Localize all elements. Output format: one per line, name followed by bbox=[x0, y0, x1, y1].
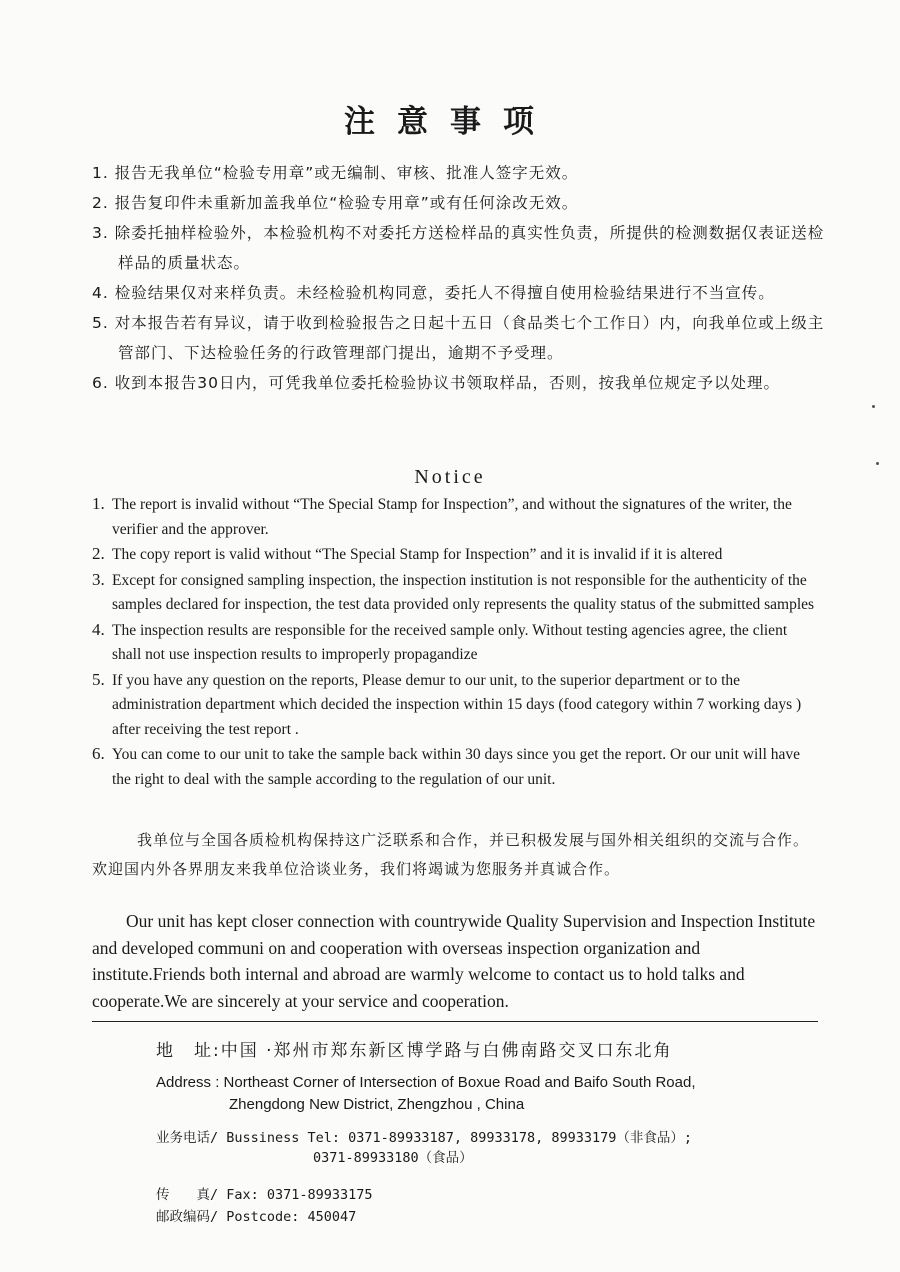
item-number: 5. bbox=[92, 669, 105, 689]
en-notice-list bbox=[92, 492, 817, 792]
tel-line-2: 0371-89933180（食品） bbox=[313, 1150, 473, 1166]
item-number: 3. bbox=[92, 569, 105, 589]
cn-notice-item-3: 3. 除委托抽样检验外，本检验机构不对委托方送检样品的真实性负责，所提供的检测数据仅表证送检样品的质量状态。 bbox=[92, 224, 825, 272]
page-title-cn: 注意事项 bbox=[344, 104, 556, 140]
cn-notice-item-2: 2. 报告复印件未重新加盖我单位“检验专用章”或有任何涂改无效。 bbox=[92, 194, 579, 212]
footer-divider bbox=[92, 1021, 818, 1022]
cn-cooperation-paragraph: 我单位与全国各质检机构保持这广泛联系和合作，并已积极发展与国外相关组织的交流与合作。欢迎国内外各界朋友来我单位洽谈业务，我们将竭诚为您服务并真诚合作。 bbox=[92, 831, 810, 878]
contact-footer bbox=[156, 1036, 816, 1228]
tel-line-1: 业务电话/ Bussiness Tel: 0371-89933187, 89933178, 89933179（非食品）; bbox=[156, 1130, 693, 1146]
address-en-line-1: Address : Northeast Corner of Intersection of Boxue Road and Baifo South Road, bbox=[156, 1074, 696, 1091]
cn-notice-item-5: 5. 对本报告若有异议，请于收到检验报告之日起十五日（食品类七个工作日）内，向我单位或上级主管部门、下达检验任务的行政管理部门提出，逾期不予受理。 bbox=[92, 314, 825, 362]
item-text: The copy report is valid without “The Special Stamp for Inspection” and it is invalid if it is altered bbox=[112, 546, 723, 563]
cn-notice-item-6: 6. 收到本报告30日内，可凭我单位委托检验协议书领取样品，否则，按我单位规定予以处理。 bbox=[92, 374, 780, 392]
en-notice-item-6 bbox=[92, 742, 817, 792]
cn-notice-list bbox=[92, 158, 832, 398]
en-notice-item-5 bbox=[92, 668, 817, 743]
address-cn: 地 址:中国 ·郑州市郑东新区博学路与白佛南路交叉口东北角 bbox=[156, 1041, 673, 1061]
item-text: Except for consigned sampling inspection, the inspection institution is not responsible for the authenticity of the samples declared for inspection, the test data provided only represents the quality status of the submitted samples bbox=[112, 571, 815, 613]
en-notice-item-4 bbox=[92, 618, 817, 668]
paper-speck bbox=[872, 405, 875, 408]
fax: 传 真/ Fax: 0371-89933175 bbox=[156, 1187, 373, 1203]
paper-speck bbox=[876, 462, 879, 465]
item-text: The report is invalid without “The Special Stamp for Inspection”, and without the signatures of the writer, the verifier and the approver. bbox=[112, 496, 792, 538]
address-en bbox=[156, 1072, 816, 1116]
cn-notice-item-4: 4. 检验结果仅对来样负责。未经检验机构同意，委托人不得擅自使用检验结果进行不当宣传。 bbox=[92, 284, 775, 302]
notice-title-en: Notice bbox=[414, 466, 486, 488]
item-number: 2. bbox=[92, 544, 105, 563]
item-text: If you have any question on the reports, Please demur to our unit, to the superior department or to the administration department which decided the inspection within 15 days (food category within 7 working days ) after receiving the test report . bbox=[112, 671, 802, 738]
business-tel bbox=[156, 1128, 816, 1168]
en-notice-item-2 bbox=[92, 542, 817, 568]
en-notice-item-3 bbox=[92, 568, 817, 618]
cn-notice-item-1: 1. 报告无我单位“检验专用章”或无编制、审核、批准人签字无效。 bbox=[92, 164, 579, 182]
address-en-line-2: Zhengdong New District, Zhengzhou , China bbox=[229, 1096, 525, 1113]
en-notice-item-1 bbox=[92, 492, 817, 542]
postcode: 邮政编码/ Postcode: 450047 bbox=[156, 1209, 357, 1225]
item-number: 6. bbox=[92, 744, 105, 763]
item-text: You can come to our unit to take the sample back within 30 days since you get the report. Or our unit will have the right to deal with the sample according to the regulation of our unit. bbox=[112, 746, 801, 788]
en-cooperation-paragraph: Our unit has kept closer connection with countrywide Quality Supervision and Inspection Institute and developed communi on and cooperation with overseas inspection organization and institute.Friends both internal and abroad are warmly welcome to contact us to hold talks and cooperate.We are sincerely at your service and cooperation. bbox=[92, 911, 816, 1011]
item-number: 4. bbox=[92, 619, 105, 639]
item-text: The inspection results are responsible for the received sample only. Without testing agencies agree, the client shall not use inspection results to improperly propagandize bbox=[112, 621, 788, 663]
item-number: 1. bbox=[92, 494, 105, 513]
